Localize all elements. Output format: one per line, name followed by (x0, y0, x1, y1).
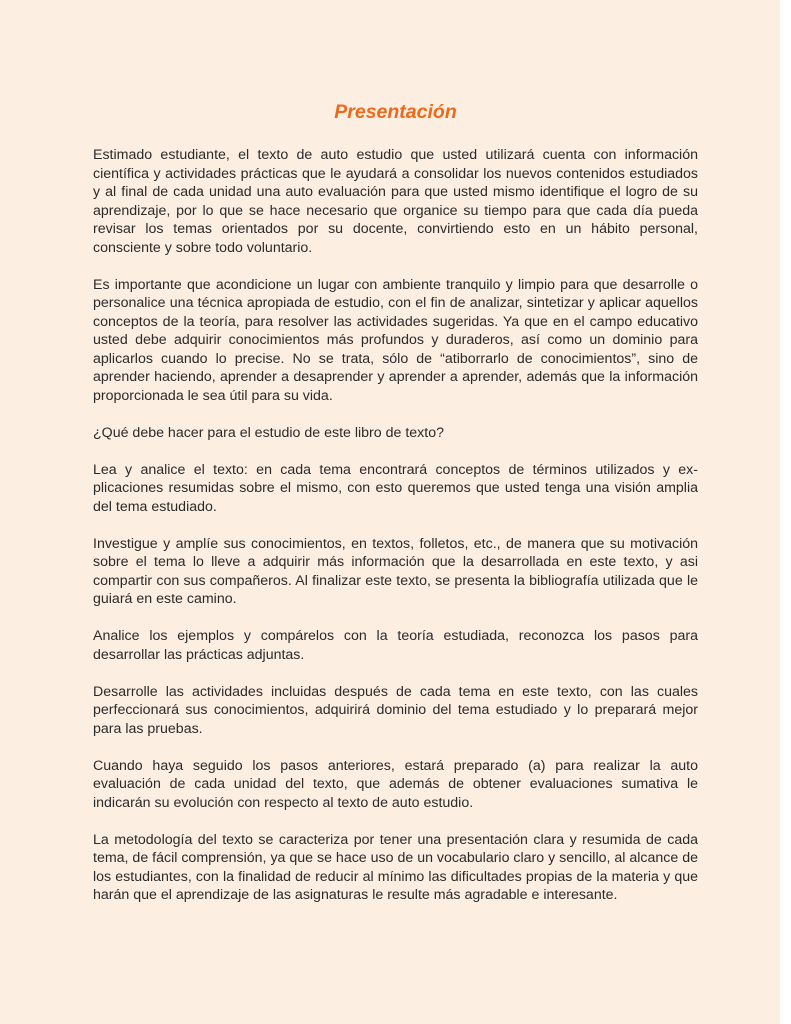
page-title: Presentación (334, 101, 457, 123)
paragraph-investigate: Investigue y amplíe sus conocimientos, en textos, folletos, etc., de manera que su motivación sobre el tema lo lleve a adquirir más información que la desarrollada en este texto, y asi compartir con sus compañeros. Al finalizar este texto, se presenta la bibliografía utilizada que le guiará en este camino. (93, 535, 698, 607)
paragraph-study-environment: Es importante que acondicione un lugar con ambiente tranquilo y limpio para que desarrolle o personalice una técnica apropiada de estudio, con el fin de analizar, sintetizar y aplicar aquellos conceptos de la teoría, para resolver las actividades sugeridas. Ya que en el campo educativo usted debe adquirir conocimientos más profundos y duraderos, así como un dominio para aplicarlos cuando lo precise. No se trata, sólo de “atiborrarlo de conocimientos”, sino de aprender haciendo, aprender a desaprender y aprender a aprender, además que la información proporcionada le sea útil para su vida. (93, 276, 698, 404)
presentation-body (93, 146, 698, 923)
paragraph-activities: Desarrolle las actividades incluidas después de cada tema en este texto, con las cuales perfeccionará sus conocimientos, adquirirá dominio del tema estudiado y lo preparará mejor para las pruebas. (93, 683, 698, 737)
paragraph-self-evaluation: Cuando haya seguido los pasos anteriores, estará preparado (a) para realizar la auto evaluación de cada unidad del texto, que además de obtener evaluaciones sumativa le indicarán su evolución con respecto al texto de auto estudio. (93, 757, 698, 811)
paragraph-intro: Estimado estudiante, el texto de auto estudio que usted utilizará cuenta con información científica y actividades prácticas que le ayudará a consolidar los nuevos contenidos estudiados y al final de cada unidad una auto evaluación para que usted mismo identifique el logro de su aprendizaje, por lo que se hace necesario que organice su tiempo para que cada día pueda revisar los temas orientados por su docente, convirtiendo esto en un hábito personal, consciente y sobre todo voluntario. (93, 147, 698, 256)
paragraph-question: ¿Qué debe hacer para el estudio de este libro de texto? (93, 424, 444, 441)
paragraph-methodology: La metodología del texto se caracteriza por tener una presentación clara y resumida de cada tema, de fácil comprensión, ya que se hace uso de un vocabulario claro y sencillo, al alcance de los estudiantes, con la finalidad de reducir al mínimo las dificultades propias de la materia y que harán que el aprendizaje de las asignaturas le resulte más agradable e interesante. (93, 831, 698, 903)
paragraph-analyze-examples: Analice los ejemplos y compárelos con la teoría estudiada, reconozca los pasos para desarrollar las prácticas adjuntas. (93, 628, 698, 663)
paragraph-read-analyze: Lea y analice el texto: en cada tema encontrará conceptos de términos utilizados y explicaciones resumidas sobre el mismo, con esto queremos que usted tenga una visión amplia del tema estudiado. (93, 461, 698, 515)
